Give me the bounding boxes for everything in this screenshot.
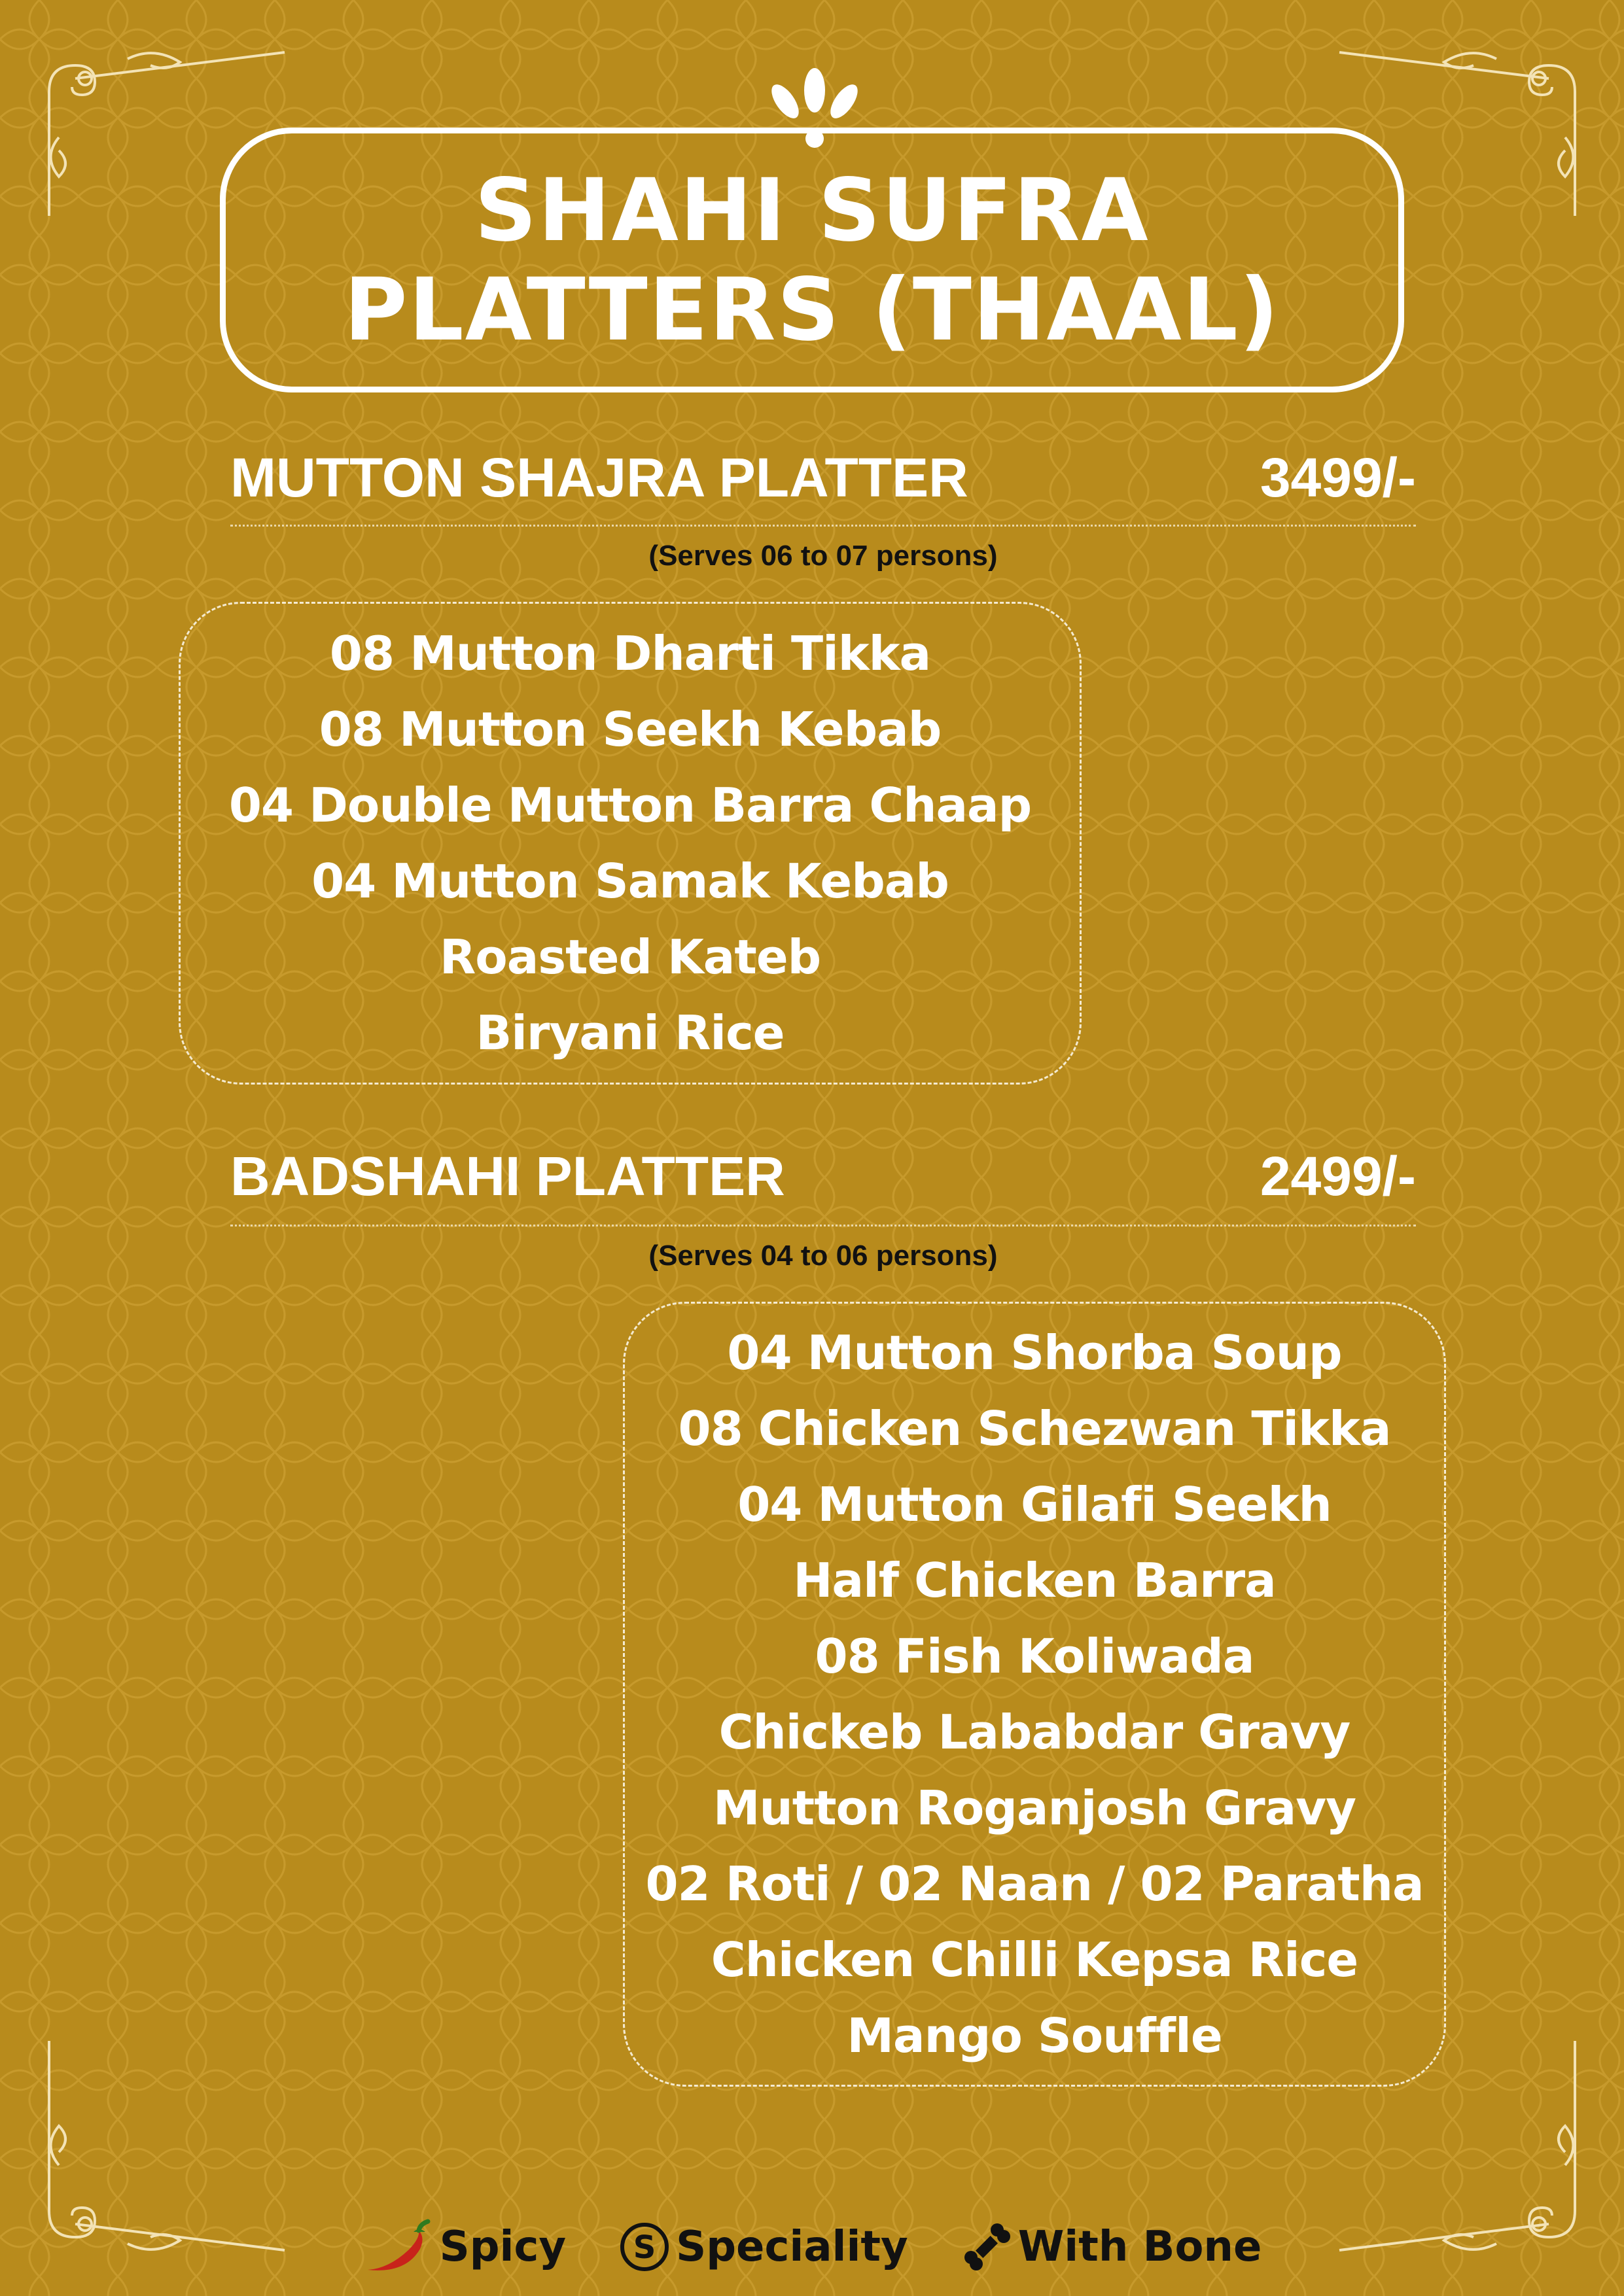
divider	[230, 525, 1416, 527]
legend-spicy-label: Spicy	[439, 2223, 567, 2271]
divider	[230, 1225, 1416, 1226]
menu-item: 04 Mutton Samak Kebab	[311, 854, 949, 909]
menu-item: Chicken Chilli Kepsa Rice	[711, 1932, 1358, 1987]
legend-with-bone	[961, 2221, 1262, 2273]
platter-name: MUTTON SHAJRA PLATTER	[230, 447, 968, 508]
platter-price: 3499/-	[1260, 447, 1416, 508]
menu-item: 04 Double Mutton Barra Chaap	[228, 778, 1032, 833]
legend	[0, 2211, 1624, 2283]
menu-item: Half Chicken Barra	[793, 1553, 1276, 1608]
menu-item: Mango Souffle	[847, 2008, 1222, 2063]
menu-item: 08 Mutton Seekh Kebab	[319, 702, 942, 757]
page-title-line-1: SHAHI SUFRA	[474, 160, 1150, 261]
menu-item: Chickeb Lababdar Gravy	[718, 1705, 1350, 1760]
menu-item: 08 Chicken Schezwan Tikka	[678, 1401, 1391, 1456]
menu-item: 02 Roti / 02 Naan / 02 Paratha	[645, 1856, 1424, 1911]
menu-item: Roasted Kateb	[439, 930, 821, 984]
title-frame	[220, 128, 1404, 392]
page-title-line-2: PLATTERS (THAAL)	[344, 259, 1280, 360]
menu-item: 04 Mutton Gilafi Seekh	[737, 1477, 1332, 1532]
bone-icon	[961, 2221, 1013, 2273]
legend-speciality-label: Speciality	[676, 2223, 908, 2271]
menu-item: Biryani Rice	[476, 1005, 785, 1060]
platter-price: 2499/-	[1260, 1145, 1416, 1207]
serves-note: (Serves 06 to 07 persons)	[648, 540, 998, 572]
platter-items-box	[179, 602, 1082, 1085]
svg-text:S: S	[633, 2229, 656, 2266]
circled-s-icon	[618, 2221, 671, 2273]
serves-note: (Serves 04 to 06 persons)	[648, 1240, 998, 1272]
menu-item: 08 Mutton Dharti Tikka	[329, 626, 931, 681]
menu-item: 04 Mutton Shorba Soup	[727, 1325, 1342, 1380]
menu-item: 08 Fish Koliwada	[815, 1629, 1254, 1684]
legend-bone-label: With Bone	[1017, 2223, 1262, 2271]
platter-name: BADSHAHI PLATTER	[230, 1145, 785, 1207]
platter-items-box	[623, 1302, 1446, 2087]
legend-speciality	[618, 2221, 908, 2273]
chilli-icon	[362, 2218, 434, 2276]
menu-item: Mutton Roganjosh Gravy	[713, 1781, 1356, 1835]
legend-spicy	[362, 2218, 567, 2276]
